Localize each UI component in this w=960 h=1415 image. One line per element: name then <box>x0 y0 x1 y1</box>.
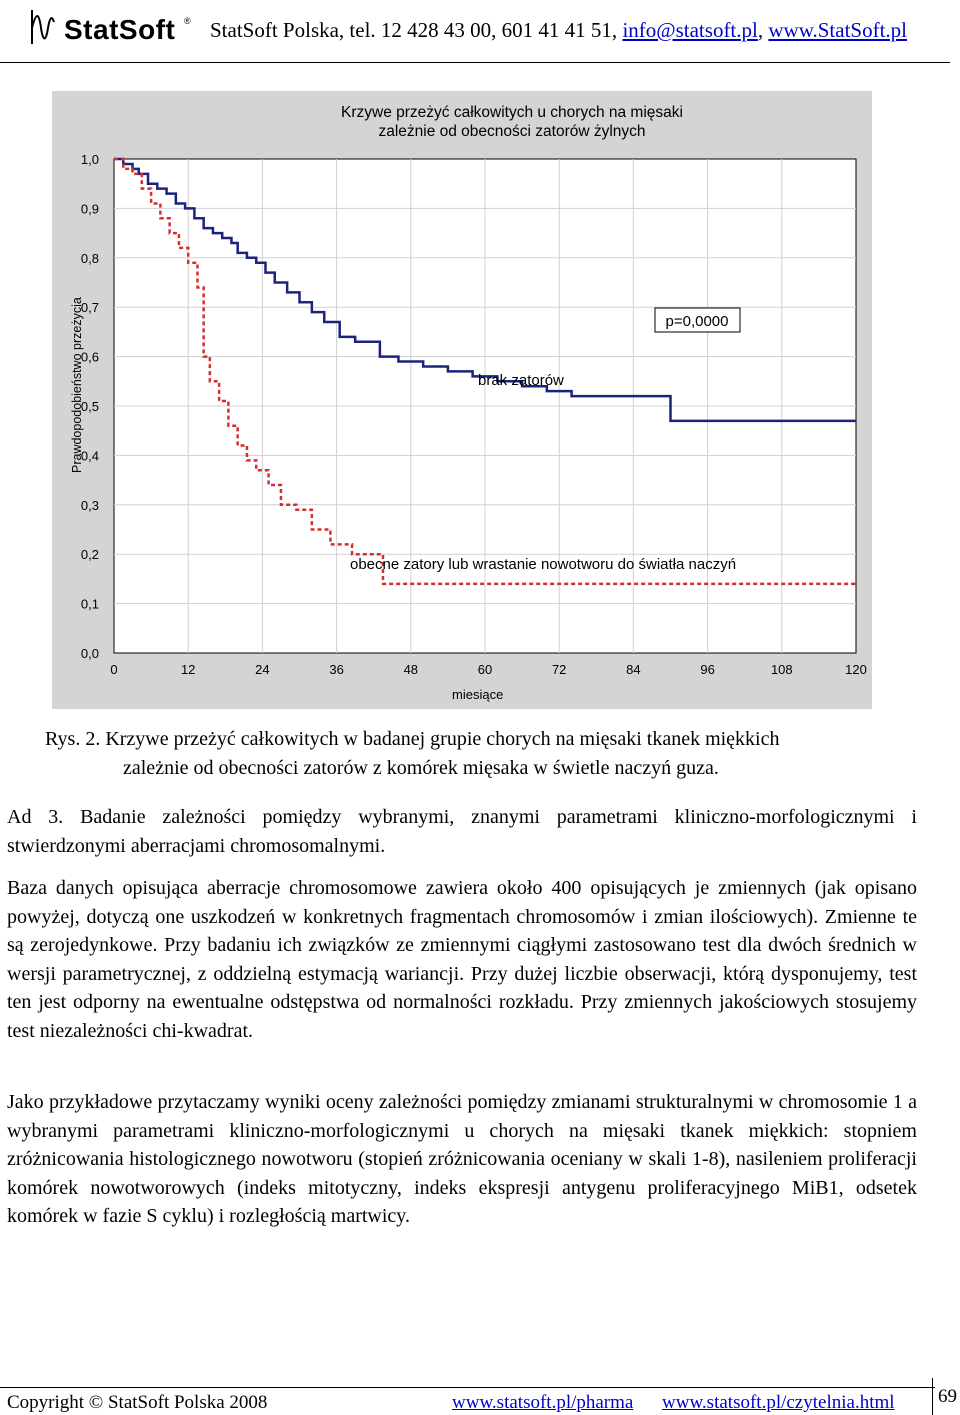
x-tick-label: 60 <box>477 662 493 677</box>
chart-title-line2: zależnie od obecności zatorów żylnych <box>378 123 646 140</box>
page-number: 69 <box>938 1386 957 1407</box>
contact-text: StatSoft Polska, tel. 12 428 43 00, 601 41 41 51, <box>210 18 623 42</box>
x-tick-label: 0 <box>110 662 118 677</box>
paragraph-ad3: Ad 3. Badanie zależności pomiędzy wybranymi, znanymi parametrami kliniczno-morfologicznymi i stwierdzonymi aberracjami chromosomalnymi. <box>7 806 917 857</box>
caption-line1: Rys. 2. Krzywe przeżyć całkowitych w badanej grupie chorych na mięsaki tkanek miękkich <box>45 728 780 750</box>
logo-registered-mark: ® <box>184 16 191 26</box>
paragraph-examples: Jako przykładowe przytaczamy wyniki oceny zależności pomiędzy zmianami strukturalnymi w chromosomie 1 a wybranymi parametrami kliniczno-morfologicznymi u chorych na mięsaki tkanek miękkich: stopniem zróżnicowania histologicznego nowotworu (stopień zróżnicowania oceniany w skali 1-8), nasileniem proliferacji komórek nowotworowych (indeks mitotyczny, indeks ekspresji antygenu proliferacyjnego MiB1, odsetek komórek w fazie S cyklu) i rozległością martwicy. <box>7 1091 917 1228</box>
x-tick-label: 36 <box>329 662 344 677</box>
y-tick-label: 1,0 <box>80 152 99 167</box>
y-tick-label: 0,5 <box>80 399 99 414</box>
x-tick-label: 72 <box>551 662 567 677</box>
label-brak-zatorow: brak zatorów <box>478 372 564 389</box>
x-tick-label: 24 <box>255 662 270 677</box>
y-tick-label: 0,4 <box>80 448 99 464</box>
y-tick-label: 0,6 <box>80 349 99 365</box>
x-tick-label: 12 <box>180 662 196 677</box>
website-link[interactable]: www.StatSoft.pl <box>768 18 908 42</box>
x-axis-label: miesiące <box>452 687 504 702</box>
figure-caption <box>45 725 895 782</box>
chart-title-line1: Krzywe przeżyć całkowitych u chorych na mięsaki <box>341 104 683 121</box>
footer-link-pharma[interactable]: www.statsoft.pl/pharma <box>452 1392 634 1413</box>
x-tick-label: 120 <box>845 662 867 677</box>
y-axis-label: Prawdopodobieństwo przeżycia <box>70 297 84 473</box>
y-tick-label: 0,3 <box>80 497 99 513</box>
pvalue-box <box>655 308 740 332</box>
statsoft-logo-icon <box>30 8 56 46</box>
header-divider <box>0 62 950 63</box>
email-link[interactable]: info@statsoft.pl <box>622 18 758 42</box>
caption-line2: zależnie od obecności zatorów z komórek mięsaka w świetle naczyń guza. <box>123 756 719 779</box>
chart-plot <box>52 91 872 709</box>
logo-text: StatSoft <box>64 14 176 45</box>
y-tick-label: 0,7 <box>80 300 99 316</box>
x-tick-label: 96 <box>700 662 715 677</box>
label-obecne-zatory: obecne zatory lub wrastanie nowotworu do światła naczyń <box>350 556 737 573</box>
footer-copyright: Copyright © StatSoft Polska 2008 <box>7 1392 268 1413</box>
page-number-divider <box>932 1378 933 1415</box>
x-tick-label: 48 <box>403 662 419 677</box>
y-tick-label: 0,2 <box>80 547 99 563</box>
pvalue-text: p=0,0000 <box>665 313 729 330</box>
x-tick-label: 108 <box>770 662 793 677</box>
contact-separator: , <box>757 18 769 42</box>
paragraph-database: Baza danych opisująca aberracje chromosomowe zawiera około 400 opisujących je zmiennych (jak opisano powyżej, dotyczą one uszkodzeń w konkretnych fragmentach chromosomów i zmian ilościowych). Zmienne te są zerojedynkowe. Przy badaniu ich związków ze zmiennymi ciągłymi zastosowano test dla dwóch średnich w wersji parametrycznej, z oddzielną estymacją wariancji. Przy dużej liczbie obserwacji, którą dysponujemy, test ten jest odporny na ewentualne odstępstwa od normalności rozkładu. Przy zmiennych jakościowych stosujemy test niezależności chi-kwadrat. <box>7 877 917 1042</box>
page-header <box>0 0 960 62</box>
footer-divider <box>0 1387 935 1388</box>
survival-chart <box>52 91 872 709</box>
footer-link-czytelnia[interactable]: www.statsoft.pl/czytelnia.html <box>662 1392 895 1413</box>
y-tick-label: 0,8 <box>80 250 99 266</box>
y-tick-label: 0,0 <box>80 646 99 661</box>
y-tick-label: 0,9 <box>80 201 99 217</box>
header-contact <box>210 18 907 43</box>
x-tick-label: 84 <box>626 662 641 677</box>
y-tick-label: 0,1 <box>80 596 99 612</box>
